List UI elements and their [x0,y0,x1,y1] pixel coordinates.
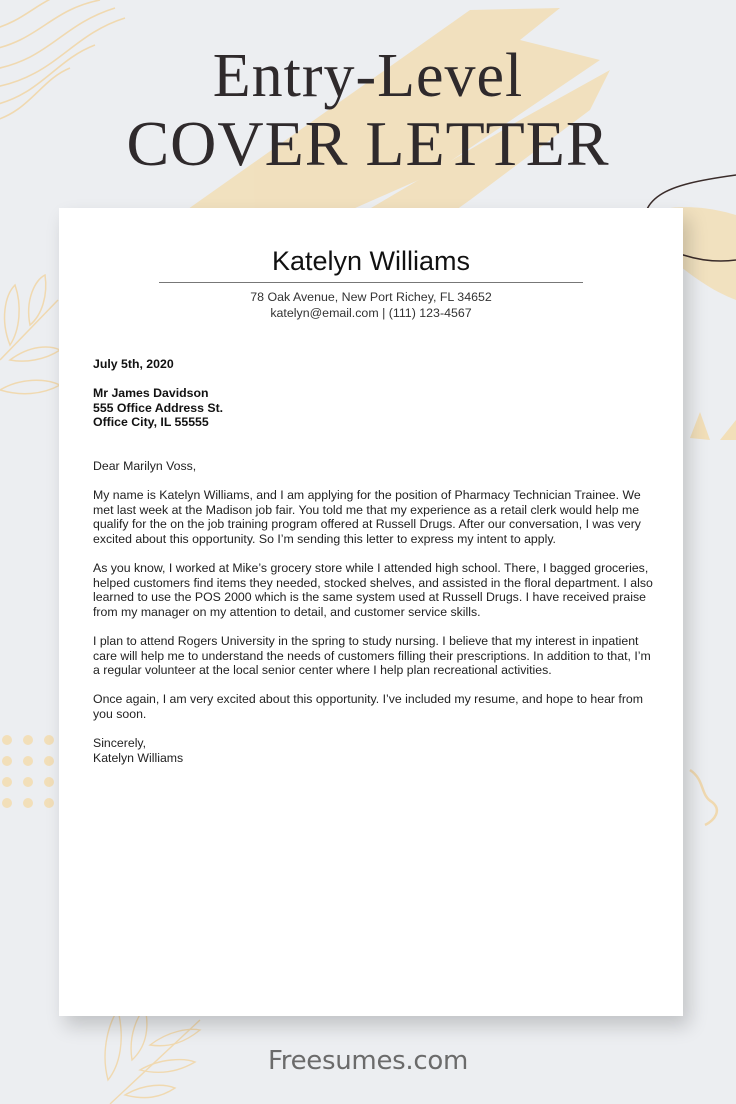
letter-date: July 5th, 2020 [93,357,174,371]
recipient-street: 555 Office Address St. [93,400,224,415]
leaf-icon [0,275,60,394]
squiggle-icon [690,770,717,825]
recipient-city: Office City, IL 55555 [93,415,209,430]
letter-body [93,357,653,780]
sender-name: Katelyn Williams [271,246,471,276]
closing: Sincerely, [93,736,147,751]
cover-letter-document [59,208,683,1016]
closing-block [93,736,653,765]
dots-pattern-icon [2,735,54,808]
signature: Katelyn Williams [93,750,184,765]
paragraph-2: As you know, I worked at Mike’s grocery store while I attended high school. There, I bagged groceries, helped customers find items they needed, stocked shelves, and assisted in the floral department. I also learned to use the POS 2000 which is the same system used at Russell Drugs. I have received praise from my manager on my attention to detail, and customer service skills. [93,561,653,619]
paragraph-3: I plan to attend Rogers University in the spring to study nursing. I believe that my interest in inpatient care will help me to understand the needs of customers filling their prescriptions. In addition to that, I’m a regular volunteer at the local senior center where I help plan recreational activities. [93,634,651,678]
paragraph-4: Once again, I am very excited about this opportunity. I’ve included my resume, and hope to hear from you soon. [93,692,644,722]
brand-footer: Freesumes.com [268,1046,468,1076]
sender-address: 78 Oak Avenue, New Port Richey, FL 34652 [250,290,492,304]
paragraph-1: My name is Katelyn Williams, and I am applying for the position of Pharmacy Technician Trainee. We met last week at the Madison job fair. You told me that my experience as a retail clerk would help me qualify for the on the job training program offered at Russell Drugs. After our conversation, I was very excited about this opportunity. So I’m sending this letter to express my intent to apply. [93,488,641,546]
sender-contact-block [59,289,683,321]
page-title-line2: COVER LETTER [126,108,610,179]
salutation: Dear Marilyn Voss, [93,458,197,473]
sender-email-phone: katelyn@email.com | (111) 123-4567 [270,306,472,320]
page-title-line1: Entry-Level [212,42,524,110]
recipient-block [93,386,653,430]
triangles-icon [690,412,736,440]
header-divider [159,282,583,283]
recipient-name: Mr James Davidson [93,386,209,401]
